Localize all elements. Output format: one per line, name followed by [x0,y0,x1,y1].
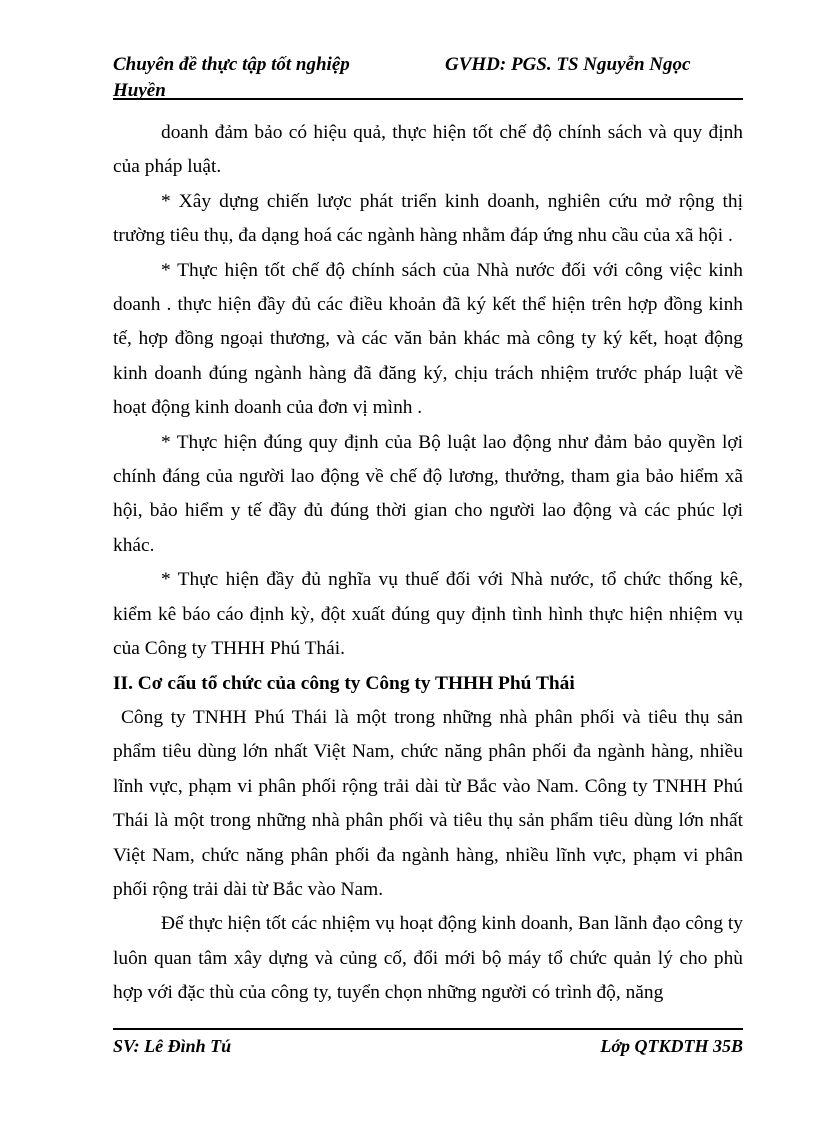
page-footer [113,1034,743,1058]
section-heading: II. Cơ cấu tổ chức của công ty Công ty THHH Phú Thái [113,672,575,694]
paragraph: * Xây dựng chiến lược phát triển kinh doanh, nghiên cứu mở rộng thị trường tiêu thụ, đa dạng hoá các ngành hàng nhằm đáp ứng nhu cầu của xã hội . [113,190,743,247]
paragraph: doanh đảm bảo có hiệu quả, thực hiện tốt chế độ chính sách và quy định của pháp luật. [113,122,743,178]
header-advisor-continuation: Huyền [113,80,166,101]
paragraph: * Thực hiện tốt chế độ chính sách của Nhà nước đối với công việc kinh doanh . thực hiện đầy đủ các điều khoản đã ký kết thể hiện trên hợp đồng kinh tế, hợp đồng ngoại thương, và các văn bản khác mà công ty ký kết, hoạt động kinh doanh đúng ngành hàng đã đăng ký, chịu trách nhiệm trước pháp luật về hoạt động kinh doanh của đơn vị mình . [113,259,743,419]
footer-divider [113,1028,743,1030]
paragraph: * Thực hiện đúng quy định của Bộ luật lao động như đảm bảo quyền lợi chính đáng của người lao động về chế độ lương, thưởng, tham gia bảo hiểm xã hội, bảo hiểm y tế đầy đủ đúng thời gian cho người lao động và các phúc lợi khác. [113,431,743,556]
header-divider [113,98,743,100]
header-thesis-title: Chuyên đề thực tập tốt nghiệp [113,54,350,75]
page-header [113,52,743,104]
footer-student: SV: Lê Đình Tú [113,1036,232,1056]
paragraph: Công ty TNHH Phú Thái là một trong những nhà phân phối và tiêu thụ sản phẩm tiêu dùng lớn nhất Việt Nam, chức năng phân phối đa ngành hàng, nhiều lĩnh vực, phạm vi phân phối rộng trải dài từ Bắc vào Nam. Công ty TNHH Phú Thái là một trong những nhà phân phối và tiêu thụ sản phẩm tiêu dùng lớn nhất Việt Nam, chức năng phân phối đa ngành hàng, nhiều lĩnh vực, phạm vi phân phối rộng trải dài từ Bắc vào Nam. [113,706,743,900]
paragraph: * Thực hiện đầy đủ nghĩa vụ thuế đối với Nhà nước, tổ chức thống kê, kiểm kê báo cáo định kỳ, đột xuất đúng quy định tình hình thực hiện nhiệm vụ của Công ty THHH Phú Thái. [113,569,743,660]
footer-class: Lớp QTKDTH 35B [600,1036,743,1056]
header-advisor: GVHD: PGS. TS Nguyễn Ngọc [445,54,691,75]
paragraph: Để thực hiện tốt các nhiệm vụ hoạt động kinh doanh, Ban lãnh đạo công ty luôn quan tâm xây dựng và củng cố, đổi mới bộ máy tổ chức quản lý cho phù hợp với đặc thù của công ty, tuyển chọn những người có trình độ, năng [113,913,743,1004]
document-body [113,116,743,1011]
